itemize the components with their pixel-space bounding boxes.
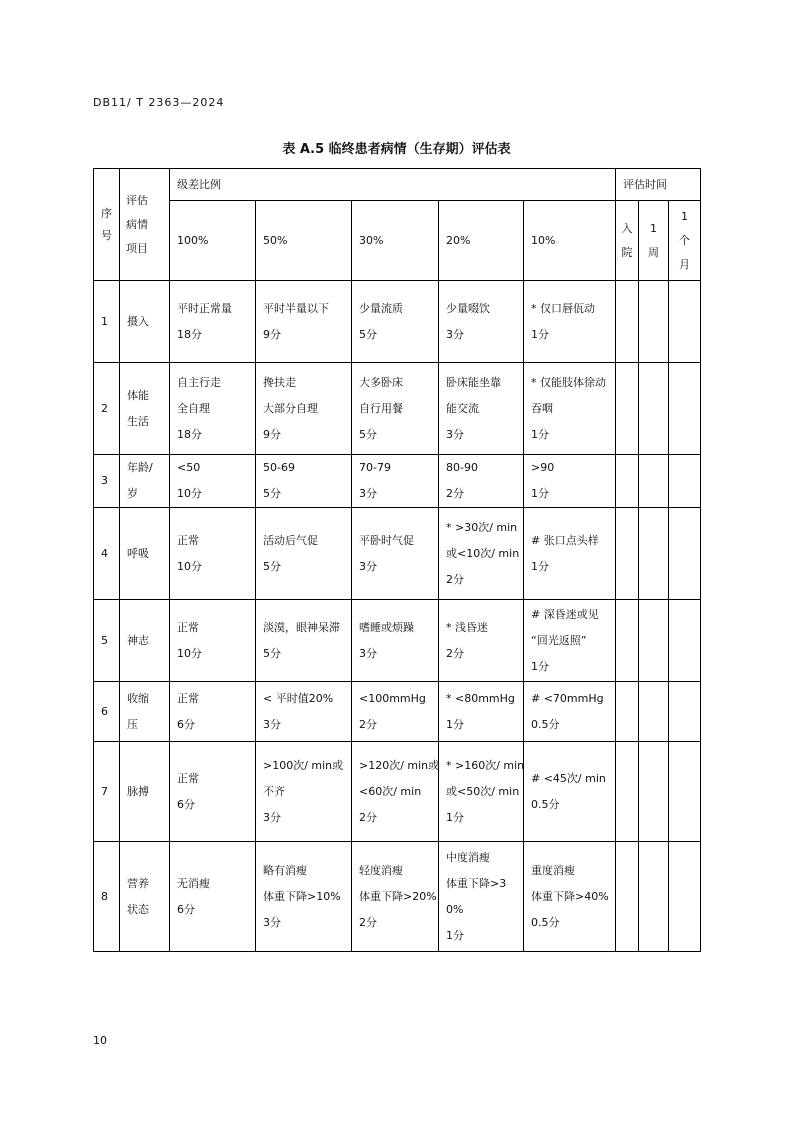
score-cell: * 仅口唇佤动 1分	[524, 281, 616, 363]
score-cell: 自主行走 全自理 18分	[170, 363, 256, 455]
score-cell: 淡漠，眼神呆滞 5分	[256, 600, 352, 682]
time-cell[interactable]	[669, 842, 701, 952]
score-cell: >120次/ min或 <60次/ min 2分	[352, 742, 439, 842]
time-cell[interactable]	[639, 600, 669, 682]
score-cell: 70-79 3分	[352, 455, 439, 508]
table-row	[94, 742, 701, 842]
time-cell[interactable]	[616, 600, 639, 682]
time-col-header: 1周	[639, 201, 669, 281]
row-seq: 5	[94, 600, 120, 682]
score-cell: # 张口点头样 1分	[524, 508, 616, 600]
time-cell[interactable]	[616, 281, 639, 363]
score-cell: 50-69 5分	[256, 455, 352, 508]
row-item: 摄入	[120, 281, 170, 363]
row-item: 收缩 压	[120, 682, 170, 742]
score-cell: # <70mmHg 0.5分	[524, 682, 616, 742]
score-cell: # 深昏迷或见 “回光返照” 1分	[524, 600, 616, 682]
score-cell: 平时半量以下 9分	[256, 281, 352, 363]
time-cell[interactable]	[616, 682, 639, 742]
time-col-header: 1个月	[669, 201, 701, 281]
score-cell: 正常 10分	[170, 600, 256, 682]
time-cell[interactable]	[616, 842, 639, 952]
time-cell[interactable]	[639, 455, 669, 508]
score-cell: 80-90 2分	[439, 455, 524, 508]
row-seq: 7	[94, 742, 120, 842]
score-cell: <50 10分	[170, 455, 256, 508]
score-cell: * <80mmHg 1分	[439, 682, 524, 742]
page-number: 10	[93, 1034, 107, 1047]
score-cell: * 浅昏迷 2分	[439, 600, 524, 682]
score-cell: 正常 6分	[170, 682, 256, 742]
score-cell: 平卧时气促 3分	[352, 508, 439, 600]
score-cell: * >160次/ min 或<50次/ min 1分	[439, 742, 524, 842]
time-cell[interactable]	[669, 682, 701, 742]
time-cell[interactable]	[639, 508, 669, 600]
score-cell: 中度消瘦 体重下降>3 0% 1分	[439, 842, 524, 952]
score-cell: >100次/ min或 不齐 3分	[256, 742, 352, 842]
table-row	[94, 363, 701, 455]
score-cell: 少量啜饮 3分	[439, 281, 524, 363]
scale-level-header: 100%	[170, 201, 256, 281]
time-cell[interactable]	[639, 682, 669, 742]
time-cell[interactable]	[639, 742, 669, 842]
time-cell[interactable]	[639, 842, 669, 952]
time-col-header: 入院	[616, 201, 639, 281]
score-cell: 平时正常量 18分	[170, 281, 256, 363]
row-seq: 8	[94, 842, 120, 952]
scale-level-header: 10%	[524, 201, 616, 281]
scale-level-header: 20%	[439, 201, 524, 281]
score-cell: 大多卧床 自行用餐 5分	[352, 363, 439, 455]
table-row	[94, 508, 701, 600]
time-cell[interactable]	[669, 600, 701, 682]
header-seq: 序号	[94, 169, 120, 281]
time-cell[interactable]	[616, 508, 639, 600]
table-title: 表 A.5 临终患者病情（生存期）评估表	[282, 142, 511, 157]
table-row	[94, 600, 701, 682]
time-cell[interactable]	[669, 281, 701, 363]
row-item: 营养 状态	[120, 842, 170, 952]
score-cell: 无消瘦 6分	[170, 842, 256, 952]
time-cell[interactable]	[669, 363, 701, 455]
row-item: 脉搏	[120, 742, 170, 842]
score-cell: >90 1分	[524, 455, 616, 508]
row-item: 年龄/ 岁	[120, 455, 170, 508]
table-row	[94, 842, 701, 952]
score-cell: 搀扶走 大部分自理 9分	[256, 363, 352, 455]
score-cell: 活动后气促 5分	[256, 508, 352, 600]
time-cell[interactable]	[639, 363, 669, 455]
score-cell: 略有消瘦 体重下降>10% 3分	[256, 842, 352, 952]
score-cell: 少量流质 5分	[352, 281, 439, 363]
row-item: 体能 生活	[120, 363, 170, 455]
table-row	[94, 455, 701, 508]
score-cell: 正常 10分	[170, 508, 256, 600]
row-item: 神志	[120, 600, 170, 682]
time-cell[interactable]	[669, 742, 701, 842]
time-cell[interactable]	[639, 281, 669, 363]
score-cell: <100mmHg 2分	[352, 682, 439, 742]
score-cell: 嗜睡或烦躁 3分	[352, 600, 439, 682]
time-cell[interactable]	[616, 742, 639, 842]
row-seq: 2	[94, 363, 120, 455]
table-row	[94, 682, 701, 742]
assessment-table	[93, 168, 701, 952]
time-cell[interactable]	[616, 455, 639, 508]
scale-level-header: 50%	[256, 201, 352, 281]
scale-level-header: 30%	[352, 201, 439, 281]
score-cell: 重度消瘦 体重下降>40% 0.5分	[524, 842, 616, 952]
row-item: 呼吸	[120, 508, 170, 600]
row-seq: 1	[94, 281, 120, 363]
score-cell: 轻度消瘦 体重下降>20% 2分	[352, 842, 439, 952]
header-item: 评估病情项目	[120, 169, 170, 281]
score-cell: # <45次/ min 0.5分	[524, 742, 616, 842]
time-cell[interactable]	[669, 508, 701, 600]
time-cell[interactable]	[669, 455, 701, 508]
score-cell: 卧床能坐靠 能交流 3分	[439, 363, 524, 455]
row-seq: 3	[94, 455, 120, 508]
time-cell[interactable]	[616, 363, 639, 455]
score-cell: * 仅能肢体徐动 吞咽 1分	[524, 363, 616, 455]
document-id: DB11/ T 2363—2024	[93, 96, 225, 109]
row-seq: 4	[94, 508, 120, 600]
row-seq: 6	[94, 682, 120, 742]
score-cell: < 平时值20% 3分	[256, 682, 352, 742]
header-time: 评估时间	[616, 169, 701, 201]
score-cell: * >30次/ min 或<10次/ min 2分	[439, 508, 524, 600]
score-cell: 正常 6分	[170, 742, 256, 842]
table-row	[94, 281, 701, 363]
header-scale: 级差比例	[170, 169, 616, 201]
